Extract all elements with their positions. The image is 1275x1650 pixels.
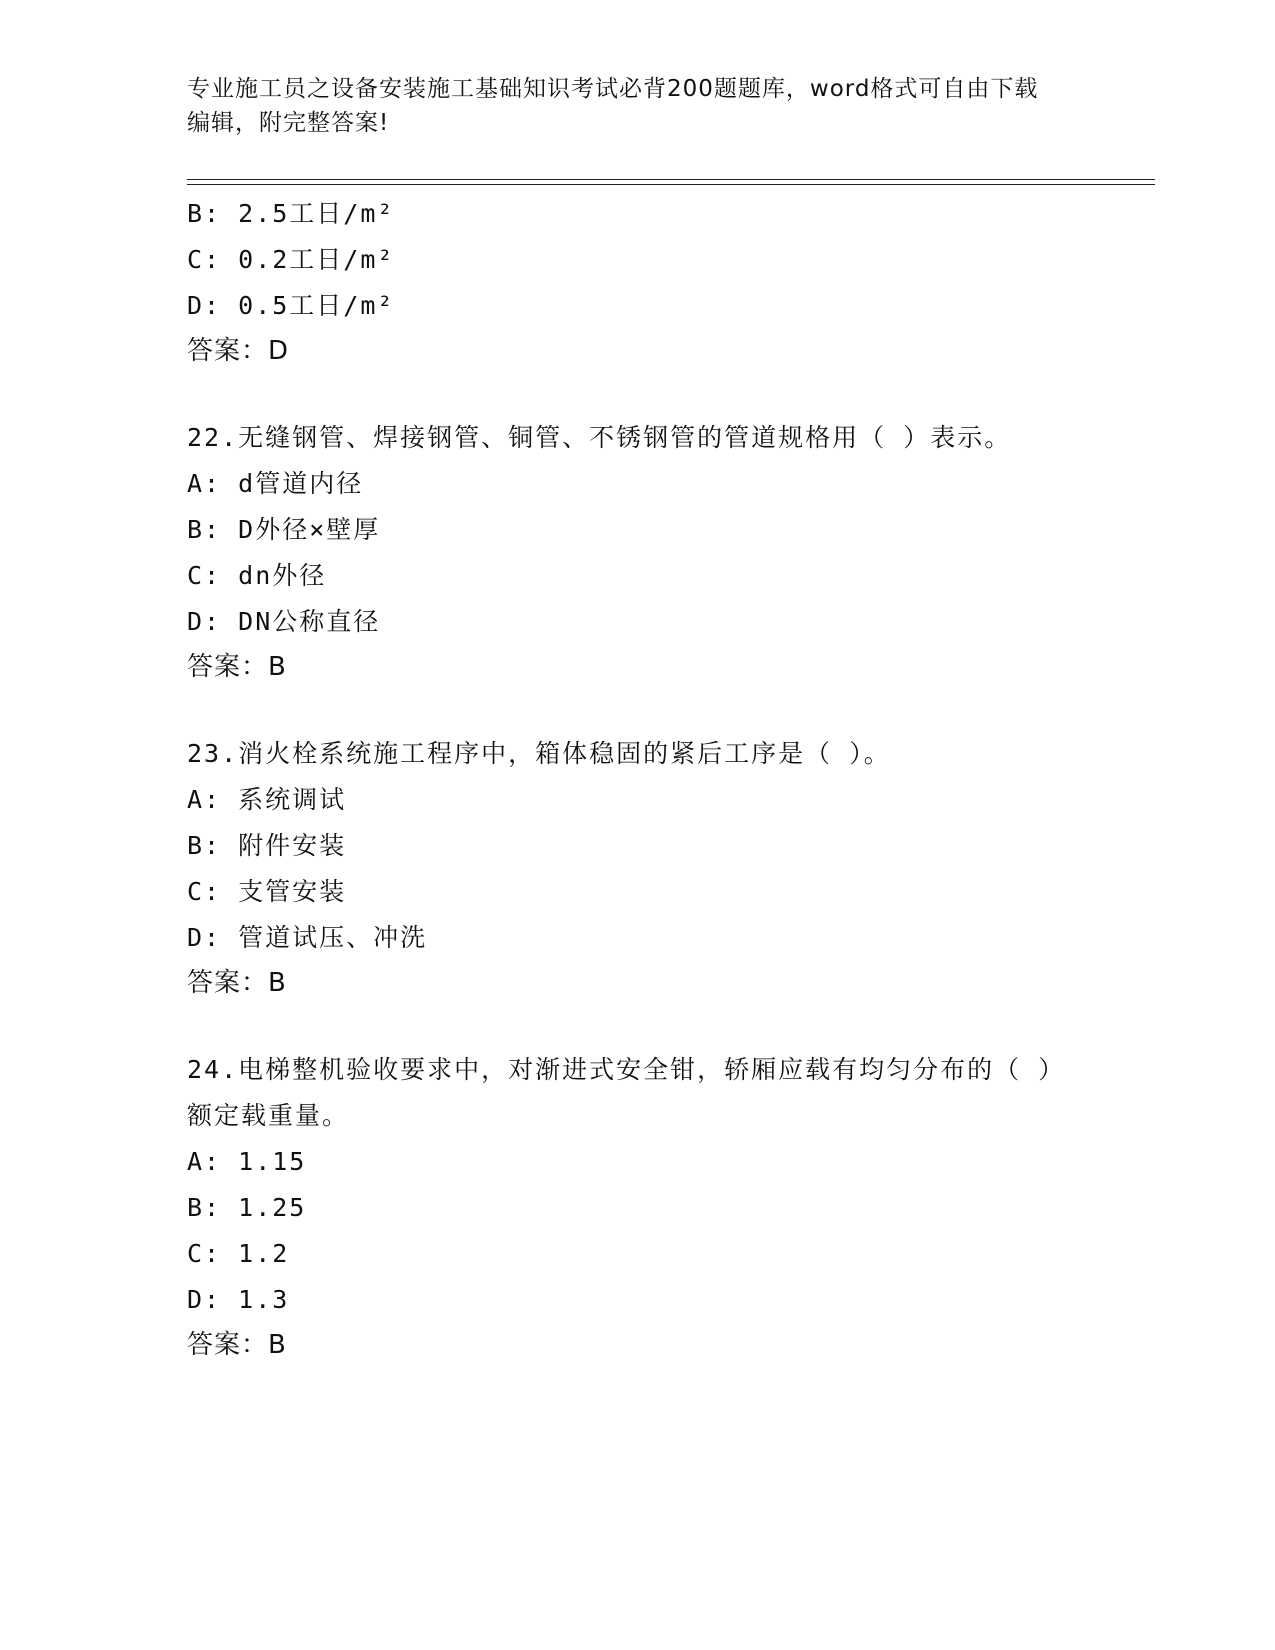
- option-b: B: 2.5工日/m²: [187, 199, 395, 228]
- answer-label: 答案：B: [187, 1330, 287, 1360]
- option-c: C: 支管安装: [187, 877, 347, 906]
- question-stem: 24.电梯整机验收要求中，对渐进式安全钳，轿厢应载有均匀分布的（ ）额定载重量。: [187, 1055, 1066, 1130]
- question-stem: 22.无缝钢管、焊接钢管、铜管、不锈钢管的管道规格用（ ）表示。: [187, 423, 1012, 452]
- document-header: [187, 72, 1087, 140]
- option-c: C: 0.2工日/m²: [187, 245, 395, 274]
- option-d: D: 管道试压、冲洗: [187, 923, 428, 952]
- document-body: [187, 191, 1087, 1367]
- option-c: C: dn外径: [187, 561, 327, 590]
- option-c: C: 1.2: [187, 1239, 290, 1268]
- answer-label: 答案：B: [187, 968, 287, 998]
- question-stem: 23.消火栓系统施工程序中，箱体稳固的紧后工序是（ ）。: [187, 739, 891, 768]
- answer-label: 答案：B: [187, 652, 287, 682]
- header-divider-top: [187, 179, 1155, 180]
- question-block-24: [187, 1047, 1087, 1367]
- option-a: A: 1.15: [187, 1147, 307, 1176]
- option-a: A: d管道内径: [187, 469, 364, 498]
- option-a: A: 系统调试: [187, 785, 347, 814]
- header-title-line-1: 专业施工员之设备安装施工基础知识考试必背200题题库，word格式可自由下载: [187, 76, 1039, 102]
- question-block-23: [187, 731, 1087, 1005]
- option-d: D: 1.3: [187, 1285, 290, 1314]
- header-title-line-2: 编辑，附完整答案!: [187, 110, 390, 136]
- option-d: D: 0.5工日/m²: [187, 291, 395, 320]
- option-b: B: 1.25: [187, 1193, 307, 1222]
- option-d: D: DN公称直径: [187, 607, 381, 636]
- option-b: B: D外径×壁厚: [187, 515, 381, 544]
- header-divider-bottom: [187, 184, 1155, 185]
- answer-label: 答案：D: [187, 336, 290, 366]
- question-block-21-continued: [187, 191, 1087, 373]
- question-block-22: [187, 415, 1087, 689]
- option-b: B: 附件安装: [187, 831, 347, 860]
